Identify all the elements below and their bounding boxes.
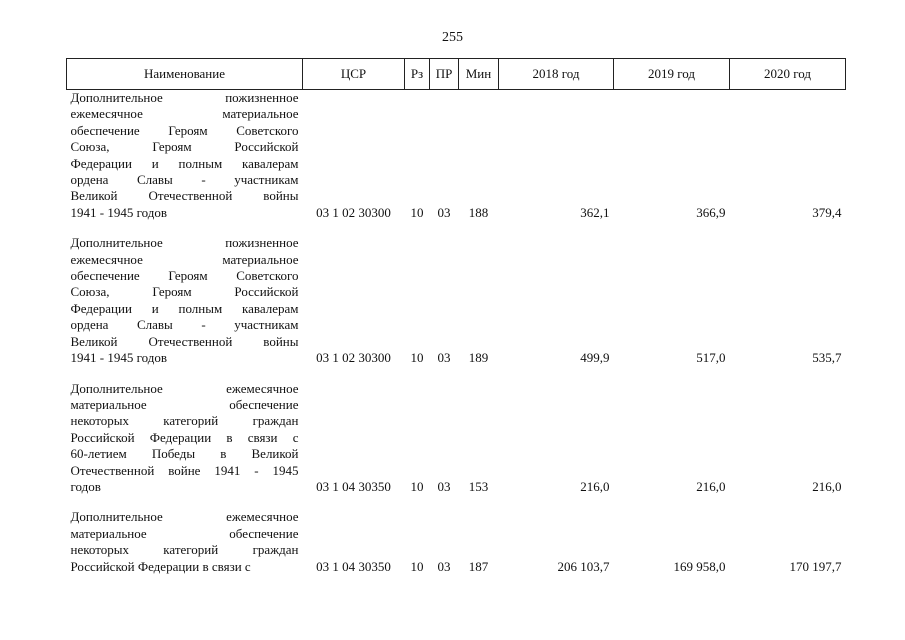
cell-name	[67, 90, 303, 222]
name-line: Федерации и полным кавалерам	[70, 300, 299, 316]
row-spacer-cell	[67, 495, 846, 509]
name-line: 1941 - 1945 годов	[70, 350, 167, 366]
name-line: Дополнительное пожизненное	[70, 235, 299, 251]
row-spacer	[67, 221, 846, 235]
cell-2020: 170 197,7	[789, 558, 842, 574]
name-line: Союза, Героям Российской	[70, 284, 299, 300]
name-line: годов	[70, 478, 101, 494]
cell-2018: 216,0	[580, 478, 610, 494]
name-line: ордена Славы - участникам	[70, 317, 299, 333]
cell-2019: 169 958,0	[673, 558, 726, 574]
table-row	[67, 509, 846, 575]
header-2020: 2020 год	[730, 59, 846, 90]
row-spacer-cell	[67, 367, 846, 381]
name-line: Дополнительное ежемесячное	[70, 380, 299, 396]
cell-2020: 216,0	[812, 478, 842, 494]
cell-rz: 10	[410, 204, 424, 220]
cell-csr: 03 1 02 30300	[316, 350, 391, 366]
cell-min: 188	[468, 204, 489, 220]
name-line: ежемесячное материальное	[70, 251, 299, 267]
header-csr: ЦСР	[303, 59, 405, 90]
table-header-row	[67, 59, 846, 90]
name-line: материальное обеспечение	[70, 396, 299, 412]
cell-name	[67, 381, 303, 496]
page-number: 255	[442, 30, 463, 45]
cell-2018: 362,1	[580, 204, 610, 220]
cell-name	[67, 235, 303, 366]
name-line: 1941 - 1945 годов	[70, 204, 167, 220]
name-line: 60-летием Победы в Великой	[70, 446, 299, 462]
table-body	[67, 90, 846, 575]
name-line: некоторых категорий граждан	[70, 542, 299, 558]
name-line: Великой Отечественной войны	[70, 333, 299, 349]
name-line: обеспечение Героям Советского	[70, 268, 299, 284]
cell-min: 187	[468, 558, 489, 574]
header-2019: 2019 год	[614, 59, 730, 90]
table-row	[67, 235, 846, 366]
name-line: Дополнительное пожизненное	[70, 90, 299, 105]
cell-rz: 10	[410, 558, 424, 574]
name-line: Российской Федерации в связи с	[70, 558, 251, 574]
header-min: Мин	[459, 59, 499, 90]
name-line: Великой Отечественной войны	[70, 188, 299, 204]
header-rz: Рз	[405, 59, 430, 90]
cell-pr: 03	[437, 204, 451, 220]
cell-csr: 03 1 02 30300	[316, 204, 391, 220]
name-line: ежемесячное материальное	[70, 106, 299, 122]
cell-name	[67, 509, 303, 575]
cell-pr: 03	[437, 558, 451, 574]
name-line: материальное обеспечение	[70, 525, 299, 541]
cell-2019: 216,0	[696, 478, 726, 494]
cell-pr: 03	[437, 478, 451, 494]
header-2018: 2018 год	[499, 59, 614, 90]
cell-min: 189	[468, 350, 489, 366]
budget-table	[66, 58, 846, 575]
cell-2018: 206 103,7	[557, 558, 610, 574]
cell-2020: 379,4	[812, 204, 842, 220]
name-line: Отечественной войне 1941 - 1945	[70, 462, 299, 478]
row-spacer	[67, 495, 846, 509]
row-spacer	[67, 367, 846, 381]
name-line: Союза, Героям Российской	[70, 139, 299, 155]
cell-2019: 517,0	[696, 350, 726, 366]
cell-min: 153	[468, 478, 489, 494]
name-line: некоторых категорий граждан	[70, 413, 299, 429]
cell-csr: 03 1 04 30350	[316, 558, 391, 574]
name-line: ордена Славы - участникам	[70, 172, 299, 188]
name-line: Российской Федерации в связи с	[70, 429, 299, 445]
name-line: Дополнительное ежемесячное	[70, 509, 299, 525]
name-line: обеспечение Героям Советского	[70, 122, 299, 138]
cell-2020: 535,7	[812, 350, 842, 366]
cell-rz: 10	[410, 350, 424, 366]
cell-csr: 03 1 04 30350	[316, 478, 391, 494]
cell-2018: 499,9	[580, 350, 610, 366]
header-name: Наименование	[67, 59, 303, 90]
table-row	[67, 381, 846, 496]
cell-rz: 10	[410, 478, 424, 494]
name-line: Федерации и полным кавалерам	[70, 155, 299, 171]
table-row	[67, 90, 846, 222]
cell-pr: 03	[437, 350, 451, 366]
cell-2019: 366,9	[696, 204, 726, 220]
row-spacer-cell	[67, 221, 846, 235]
header-pr: ПР	[430, 59, 459, 90]
